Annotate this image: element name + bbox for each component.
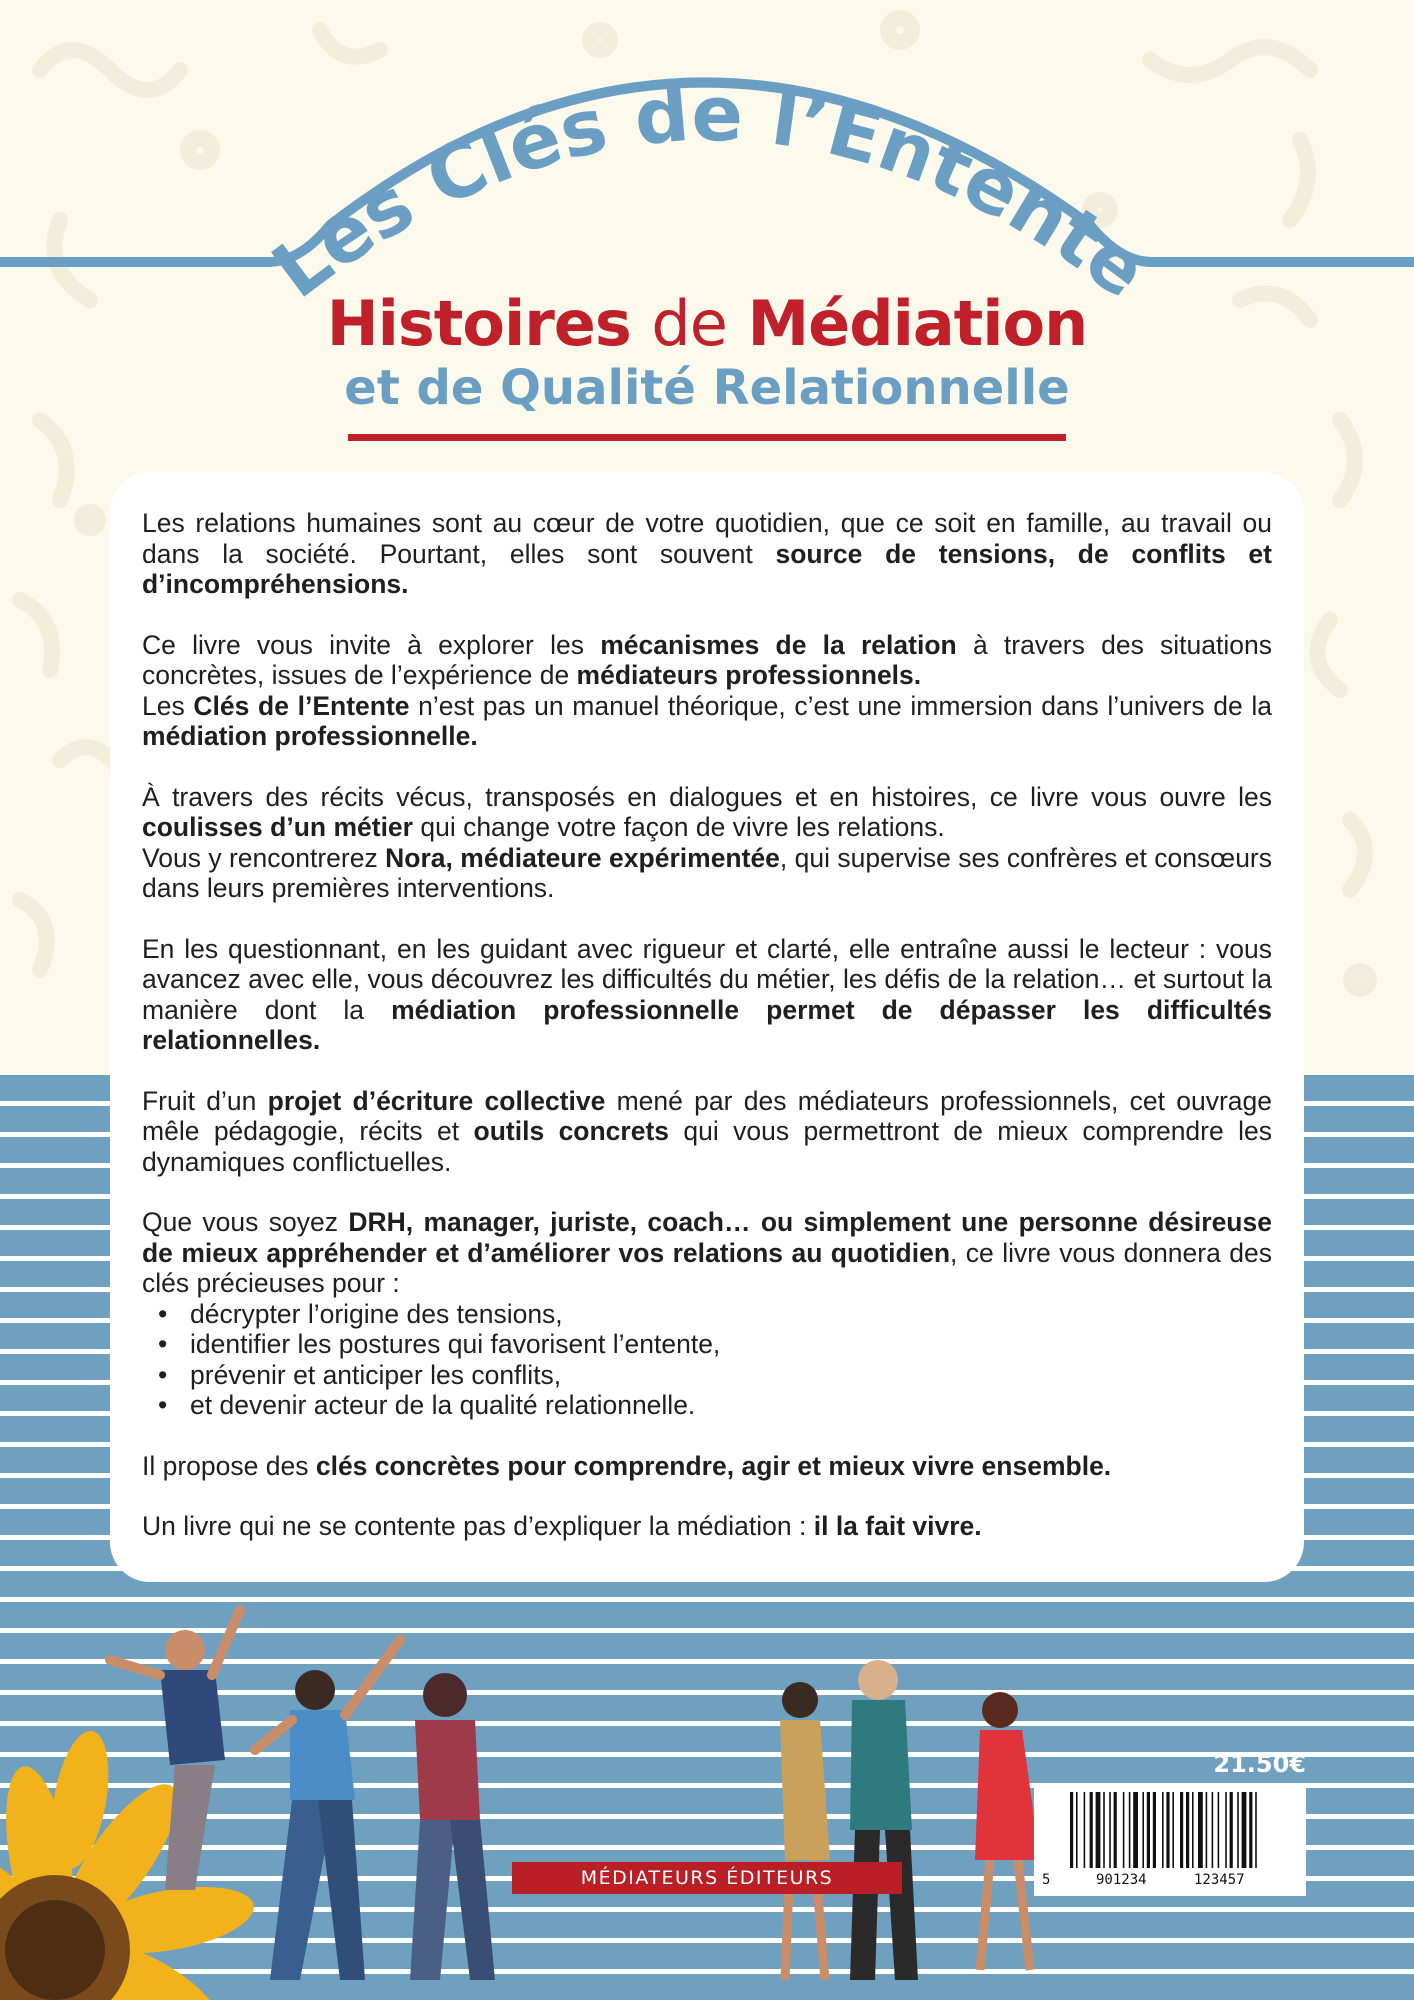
dancer-figure xyxy=(410,1673,495,1980)
text-bold: médiation professionnelle. xyxy=(142,721,478,751)
barcode-bar xyxy=(1096,1792,1101,1868)
barcode-bar xyxy=(1133,1792,1138,1868)
text-bold: médiation professionnelle permet de dépasser les difficultés relationnelles. xyxy=(142,994,1272,1055)
paragraph-3 xyxy=(142,691,1272,752)
barcode-bar xyxy=(1070,1792,1073,1868)
barcode-bar xyxy=(1172,1792,1174,1868)
paragraph-9 xyxy=(142,1451,1272,1482)
subtitle-line-2 xyxy=(0,358,1414,418)
text-bold: projet d’écriture collective xyxy=(267,1085,606,1116)
subtitle-part-2: Médiation xyxy=(747,287,1088,360)
barcode-bar xyxy=(1255,1792,1257,1868)
barcode-bar xyxy=(1076,1792,1078,1868)
text-run: Que vous soyez xyxy=(142,1207,349,1237)
paragraph-2 xyxy=(142,630,1272,691)
text-bold: clés concrètes pour comprendre, agir et mieux vivre ensemble. xyxy=(315,1450,1112,1481)
barcode-bar xyxy=(1237,1792,1239,1868)
text-run: , ce livre vous donnera des clés précieuses pour : xyxy=(142,1237,1272,1298)
list-item: • décrypter l’origine des tensions, xyxy=(190,1299,1272,1330)
text-run: , qui supervise ses confrères et consœurs dans leurs premières interventions. xyxy=(142,842,1273,903)
text-run: à travers des situations concrètes, issues de l’expérience de xyxy=(142,629,1273,690)
text-run: mené par des médiateurs professionnels, cet ouvrage mêle pédagogie, récits et xyxy=(142,1085,1272,1146)
paragraph-10 xyxy=(142,1511,1272,1542)
paragraph-4 xyxy=(142,782,1272,843)
text-bold: DRH, manager, juriste, coach… ou simplement une personne désireuse de mieux appréhender et d’améliorer vos relations au quotidien xyxy=(142,1207,1272,1268)
barcode-bar xyxy=(1186,1792,1189,1868)
barcode-bar xyxy=(1192,1792,1194,1868)
barcode-bar xyxy=(1109,1792,1111,1868)
text-run: En les questionnant, en les guidant avec rigueur et clarté, elle entraîne aussi le lecteur : vous avancez avec elle, vous découvrez les difficultés du métier, les défis de la relation… et surtout la manière dont la xyxy=(142,933,1272,1025)
barcode-bar xyxy=(1103,1792,1105,1868)
text-bold: outils concrets xyxy=(473,1116,670,1146)
barcode-digit-prefix: 5 xyxy=(1042,1872,1051,1888)
list-item: • identifier les postures qui favorisent l’entente, xyxy=(190,1329,1272,1360)
publisher-label: MÉDIATEURS ÉDITEURS xyxy=(512,1862,902,1894)
subtitle-part-1: Histoires xyxy=(326,287,631,360)
paragraph-7 xyxy=(142,1086,1272,1178)
text-run: n’est pas un manuel théorique, c’est une immersion dans l’univers de la xyxy=(409,690,1273,721)
text-bold: mécanismes de la relation xyxy=(600,629,957,660)
list-item: • prévenir et anticiper les conflits, xyxy=(190,1360,1272,1391)
subtitle2-light: et de xyxy=(344,360,484,416)
barcode-bar xyxy=(1090,1792,1093,1868)
barcode-bar xyxy=(1123,1792,1125,1868)
text-bold: il la fait vivre. xyxy=(813,1511,982,1541)
subtitle-line-1 xyxy=(0,287,1414,361)
paragraph-5 xyxy=(142,843,1272,904)
barcode-bar xyxy=(1166,1792,1169,1868)
text-run: qui change votre façon de vivre les relations. xyxy=(412,812,945,842)
barcode-bar xyxy=(1114,1792,1117,1868)
svg-text:Les Clés de l’Entente xyxy=(256,69,1164,315)
blurb-text xyxy=(142,508,1272,1572)
text-run: Les xyxy=(142,690,194,721)
barcode-bar xyxy=(1212,1792,1214,1868)
list-item: • et devenir acteur de la qualité relationnelle. xyxy=(190,1390,1272,1421)
dancer-figure xyxy=(255,1640,400,1980)
text-bold: Nora, médiateure expérimentée xyxy=(385,842,780,873)
book-title: Les Clés de l’Entente xyxy=(256,68,1164,316)
price-label: 21.50€ xyxy=(1213,1750,1306,1778)
illustration-people xyxy=(0,1560,1414,2000)
paragraph-6 xyxy=(142,934,1272,1056)
text-run: Vous y rencontrerez xyxy=(142,842,386,873)
text-bold: Clés de l’Entente xyxy=(193,690,410,721)
barcode-bar xyxy=(1153,1792,1156,1868)
barcode-bar xyxy=(1147,1792,1150,1868)
subtitle2-strong: Qualité Relationnelle xyxy=(500,360,1070,416)
barcode-bar xyxy=(1242,1792,1247,1868)
barcode-bar xyxy=(1162,1792,1164,1868)
text-run: Un livre qui ne se contente pas d’expliquer la médiation : xyxy=(142,1511,814,1541)
barcode-bar xyxy=(1129,1792,1131,1868)
barcode-bar xyxy=(1249,1792,1252,1868)
barcode-bar xyxy=(1198,1792,1203,1868)
barcode-bar xyxy=(1142,1792,1144,1868)
barcode-bars xyxy=(1034,1784,1306,1896)
text-run: Il propose des xyxy=(142,1450,316,1481)
paragraph-8 xyxy=(142,1207,1272,1299)
title-underline xyxy=(348,434,1066,441)
barcode-bar xyxy=(1230,1792,1233,1868)
text-bold: coulisses d’un métier xyxy=(142,812,413,842)
text-bold: source de tensions, de conflits et d’incompréhensions. xyxy=(142,538,1272,599)
text-bold: médiateurs professionnels. xyxy=(576,660,922,690)
text-run: À travers des récits vécus, transposés en dialogues et en histoires, ce livre vous ouvre les xyxy=(142,781,1272,812)
paragraph-1 xyxy=(142,508,1272,600)
benefits-list xyxy=(142,1299,1272,1421)
barcode-bar xyxy=(1180,1792,1183,1868)
barcode-bar xyxy=(1206,1792,1208,1868)
barcode-bar xyxy=(1218,1792,1220,1868)
barcode-digits-left: 901234 xyxy=(1096,1872,1147,1888)
barcode xyxy=(1034,1784,1306,1896)
text-run: Ce livre vous invite à explorer les xyxy=(142,629,601,660)
barcode-bar xyxy=(1225,1792,1227,1868)
text-run: Fruit d’un xyxy=(142,1085,268,1116)
subtitle-connector: de xyxy=(651,287,727,360)
text-run: Les relations humaines sont au cœur de votre quotidien, que ce soit en famille, au travail ou dans la société. Pourtant, elles sont souvent xyxy=(142,508,1272,569)
dancer-figure xyxy=(780,1660,1040,1980)
text-run: qui vous permettront de mieux comprendre les dynamiques conflictuelles. xyxy=(142,1116,1272,1177)
sunflower-illustration xyxy=(0,1727,259,2000)
barcode-digits-right: 123457 xyxy=(1194,1872,1245,1888)
curved-title xyxy=(0,0,1414,320)
barcode-bar xyxy=(1084,1792,1086,1868)
